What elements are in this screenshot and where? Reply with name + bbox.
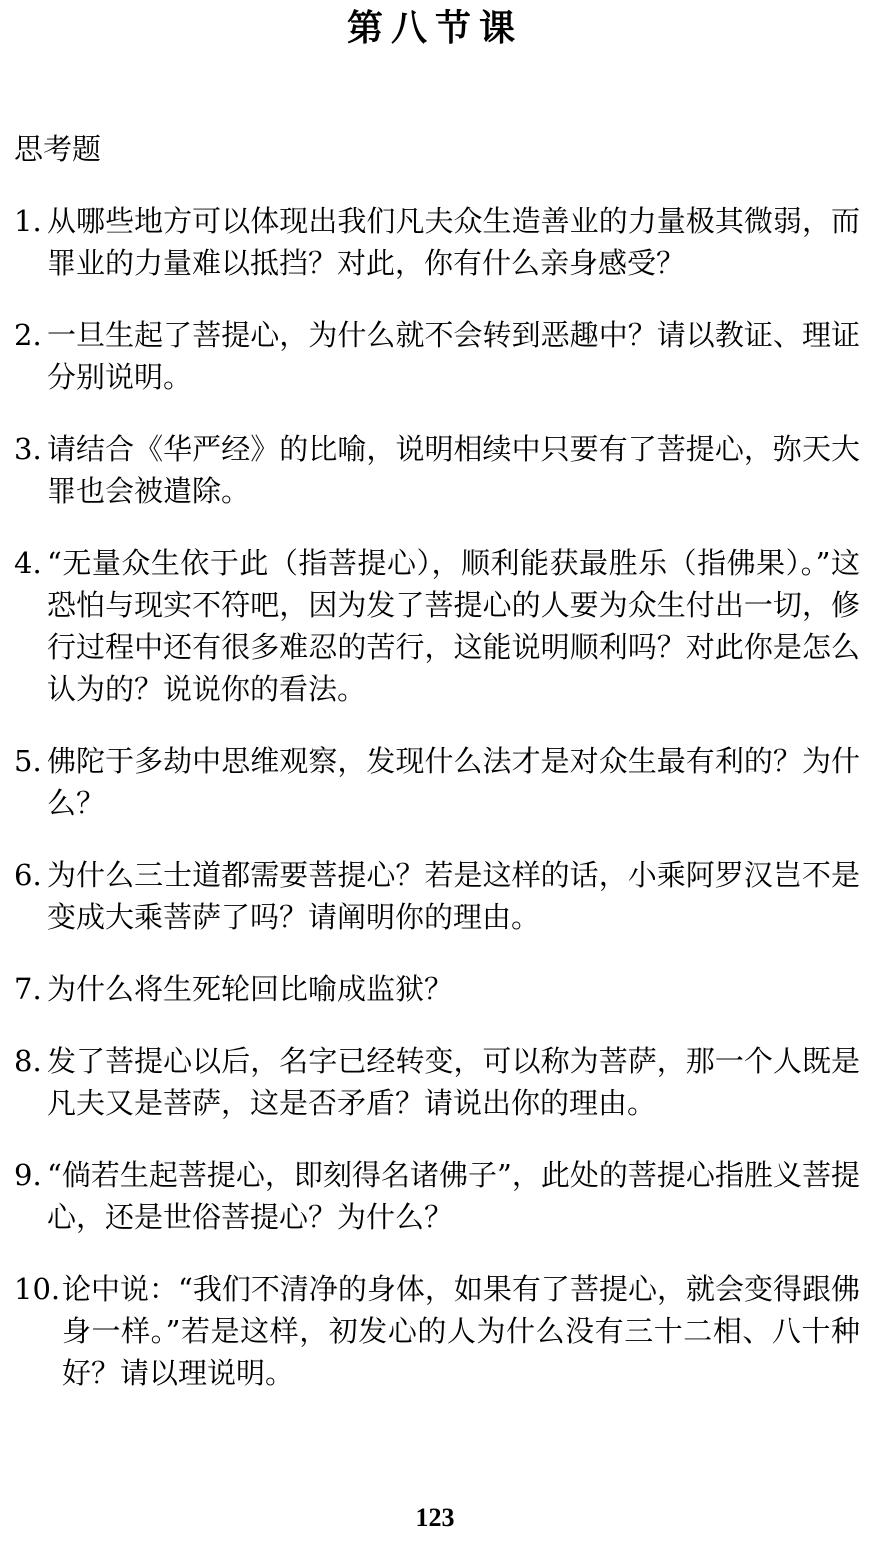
question-item <box>14 542 860 710</box>
page-number: 123 <box>415 1503 455 1532</box>
question-item <box>14 1040 860 1124</box>
question-number: 7. <box>14 972 42 1006</box>
question-number: 1. <box>14 204 42 238</box>
section-heading: 思考题 <box>14 132 102 166</box>
question-number: 5. <box>14 744 42 778</box>
question-item <box>14 1154 860 1238</box>
question-text: “无量众生依于此（指菩提心），顺利能获最胜乐（指佛果）。”这恐怕与现实不符吧，因为发了菩提心的人要为众生付出一切，修行过程中还有很多难忍的苦行，这能说明顺利吗？对此你是怎么认为的？说说你的看法。 <box>47 546 860 706</box>
question-text: “倘若生起菩提心，即刻得名诸佛子”，此处的菩提心指胜义菩提心，还是世俗菩提心？为什么？ <box>47 1158 860 1234</box>
question-number: 6. <box>14 858 42 892</box>
question-number: 4. <box>14 546 42 580</box>
question-text: 从哪些地方可以体现出我们凡夫众生造善业的力量极其微弱，而罪业的力量难以抵挡？对此，你有什么亲身感受？ <box>47 204 860 280</box>
page-title: 第八节课 <box>346 8 523 49</box>
question-text: 为什么三士道都需要菩提心？若是这样的话，小乘阿罗汉岂不是变成大乘菩萨了吗？请阐明你的理由。 <box>47 858 860 934</box>
question-number: 2. <box>14 318 42 352</box>
question-item <box>14 200 860 284</box>
question-text: 佛陀于多劫中思维观察，发现什么法才是对众生最有利的？为什么？ <box>47 744 860 820</box>
question-text: 论中说：“我们不清净的身体，如果有了菩提心，就会变得跟佛身一样。”若是这样，初发心的人为什么没有三十二相、八十种好？请以理说明。 <box>62 1272 860 1390</box>
question-number: 9. <box>14 1158 42 1192</box>
question-item <box>14 740 860 824</box>
question-text: 为什么将生死轮回比喻成监狱？ <box>47 972 454 1006</box>
question-number: 3. <box>14 432 42 466</box>
question-item <box>14 428 860 512</box>
question-number: 10. <box>14 1272 61 1306</box>
question-text: 一旦生起了菩提心，为什么就不会转到恶趣中？请以教证、理证分别说明。 <box>47 318 860 394</box>
question-text: 请结合《华严经》的比喻，说明相续中只要有了菩提心，弥天大罪也会被遣除。 <box>47 432 860 508</box>
question-item <box>14 854 860 938</box>
question-item <box>14 314 860 398</box>
question-item <box>14 1268 860 1394</box>
question-number: 8. <box>14 1044 42 1078</box>
question-item <box>14 968 860 1010</box>
question-list <box>14 200 860 1424</box>
question-text: 发了菩提心以后，名字已经转变，可以称为菩萨，那一个人既是凡夫又是菩萨，这是否矛盾？请说出你的理由。 <box>47 1044 860 1120</box>
